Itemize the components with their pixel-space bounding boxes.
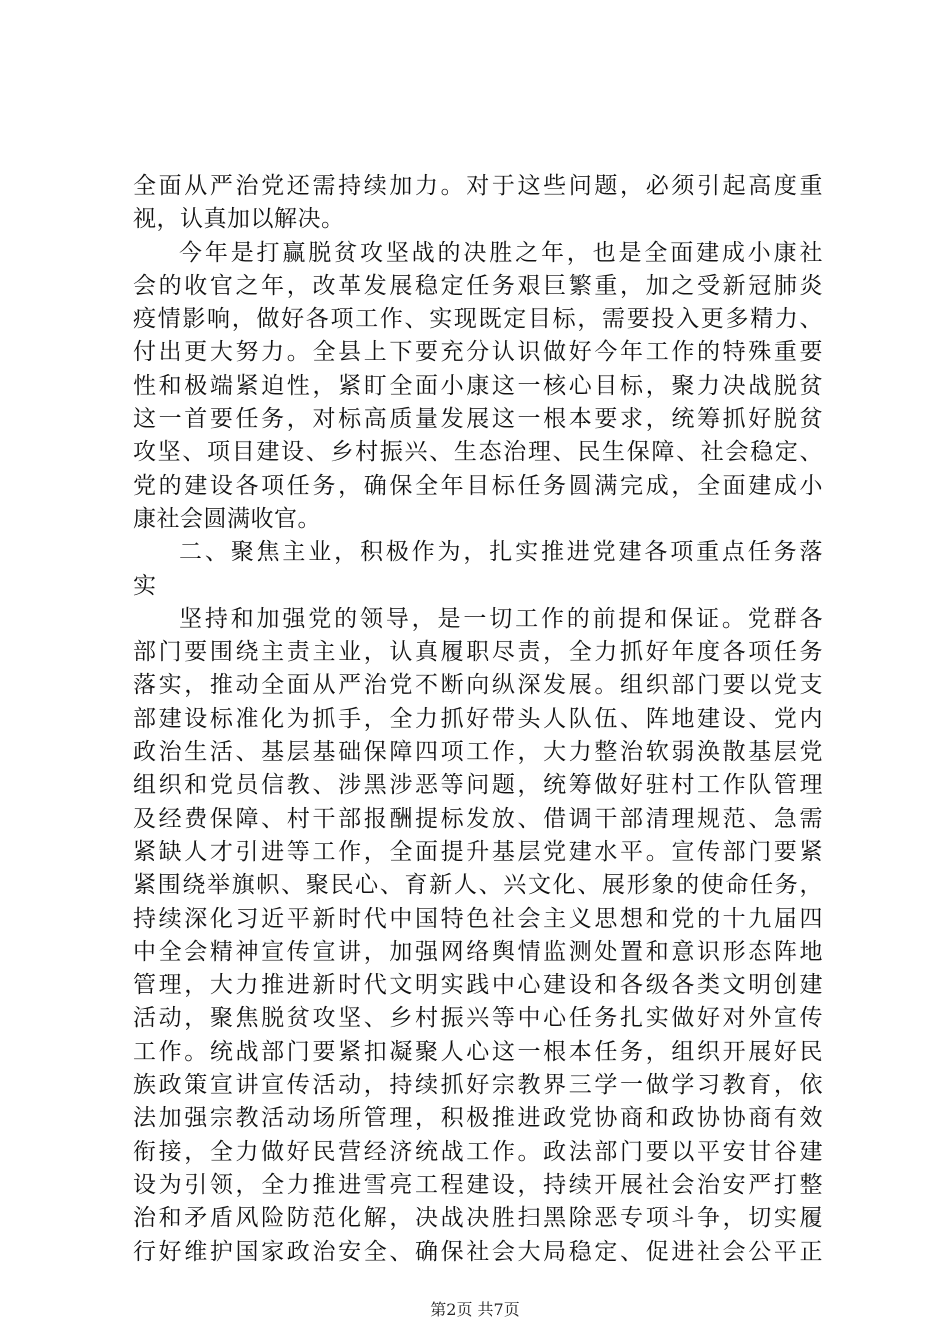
text-line: 持续深化习近平新时代中国特色社会主义思想和党的十九届四 — [133, 905, 823, 932]
text-line: 攻坚、项目建设、乡村振兴、生态治理、民生保障、社会稳定、 — [133, 439, 823, 466]
page-footer: 第2页 共7页 — [430, 1300, 520, 1319]
text-line: 实 — [133, 572, 157, 599]
text-line: 性和极端紧迫性，紧盯全面小康这一核心目标，聚力决战脱贫 — [133, 372, 823, 399]
text-line: 活动，聚焦脱贫攻坚、乡村振兴等中心任务扎实做好对外宣传 — [133, 1005, 823, 1032]
text-line: 及经费保障、村干部报酬提标发放、借调干部清理规范、急需 — [133, 805, 823, 832]
text-line: 治和矛盾风险防范化解，决战决胜扫黑除恶专项斗争，切实履 — [133, 1205, 823, 1232]
body-text — [133, 170, 823, 1269]
text-line: 法加强宗教活动场所管理，积极推进政党协商和政协协商有效 — [133, 1105, 823, 1132]
text-line: 部门要围绕主责主业，认真履职尽责，全力抓好年度各项任务 — [133, 639, 823, 666]
text-line: 视，认真加以解决。 — [133, 206, 345, 233]
text-line: 全面从严治党还需持续加力。对于这些问题，必须引起高度重 — [133, 173, 823, 199]
text-line: 会的收官之年，改革发展稳定任务艰巨繁重，加之受新冠肺炎 — [133, 272, 823, 299]
text-line: 这一首要任务，对标高质量发展这一根本要求，统筹抓好脱贫 — [133, 406, 823, 433]
text-line: 紧缺人才引进等工作，全面提升基层党建水平。宣传部门要紧 — [133, 838, 823, 865]
text-line: 付出更大努力。全县上下要充分认识做好今年工作的特殊重要 — [133, 339, 823, 366]
text-line: 工作。统战部门要紧扣凝聚人心这一根本任务，组织开展好民 — [133, 1038, 823, 1065]
text-line: 族政策宣讲宣传活动，持续抓好宗教界三学一做学习教育，依 — [133, 1072, 823, 1099]
text-line: 管理，大力推进新时代文明实践中心建设和各级各类文明创建 — [133, 972, 823, 999]
text-line: 二、聚焦主业，积极作为，扎实推进党建各项重点任务落 — [179, 539, 823, 566]
text-line: 衔接，全力做好民营经济统战工作。政法部门要以平安甘谷建 — [133, 1138, 823, 1165]
text-line: 部建设标准化为抓手，全力抓好带头人队伍、阵地建设、党内 — [133, 705, 823, 732]
text-line: 今年是打赢脱贫攻坚战的决胜之年，也是全面建成小康社 — [179, 239, 823, 266]
text-line: 康社会圆满收官。 — [133, 505, 321, 532]
text-line: 落实，推动全面从严治党不断向纵深发展。组织部门要以党支 — [133, 672, 823, 699]
text-line: 行好维护国家政治安全、确保社会大局稳定、促进社会公平正 — [133, 1238, 823, 1265]
text-line: 紧围绕举旗帜、聚民心、育新人、兴文化、展形象的使命任务， — [133, 872, 823, 899]
text-line: 设为引领，全力推进雪亮工程建设，持续开展社会治安严打整 — [133, 1171, 823, 1198]
text-line: 坚持和加强党的领导，是一切工作的前提和保证。党群各 — [179, 605, 823, 632]
text-line: 组织和党员信教、涉黑涉恶等问题，统筹做好驻村工作队管理 — [133, 772, 823, 799]
text-line: 中全会精神宣传宣讲，加强网络舆情监测处置和意识形态阵地 — [133, 938, 823, 965]
text-line: 党的建设各项任务，确保全年目标任务圆满完成，全面建成小 — [133, 472, 823, 499]
text-line: 政治生活、基层基础保障四项工作，大力整治软弱涣散基层党 — [133, 739, 823, 766]
text-line: 疫情影响，做好各项工作、实现既定目标，需要投入更多精力、 — [133, 306, 823, 333]
